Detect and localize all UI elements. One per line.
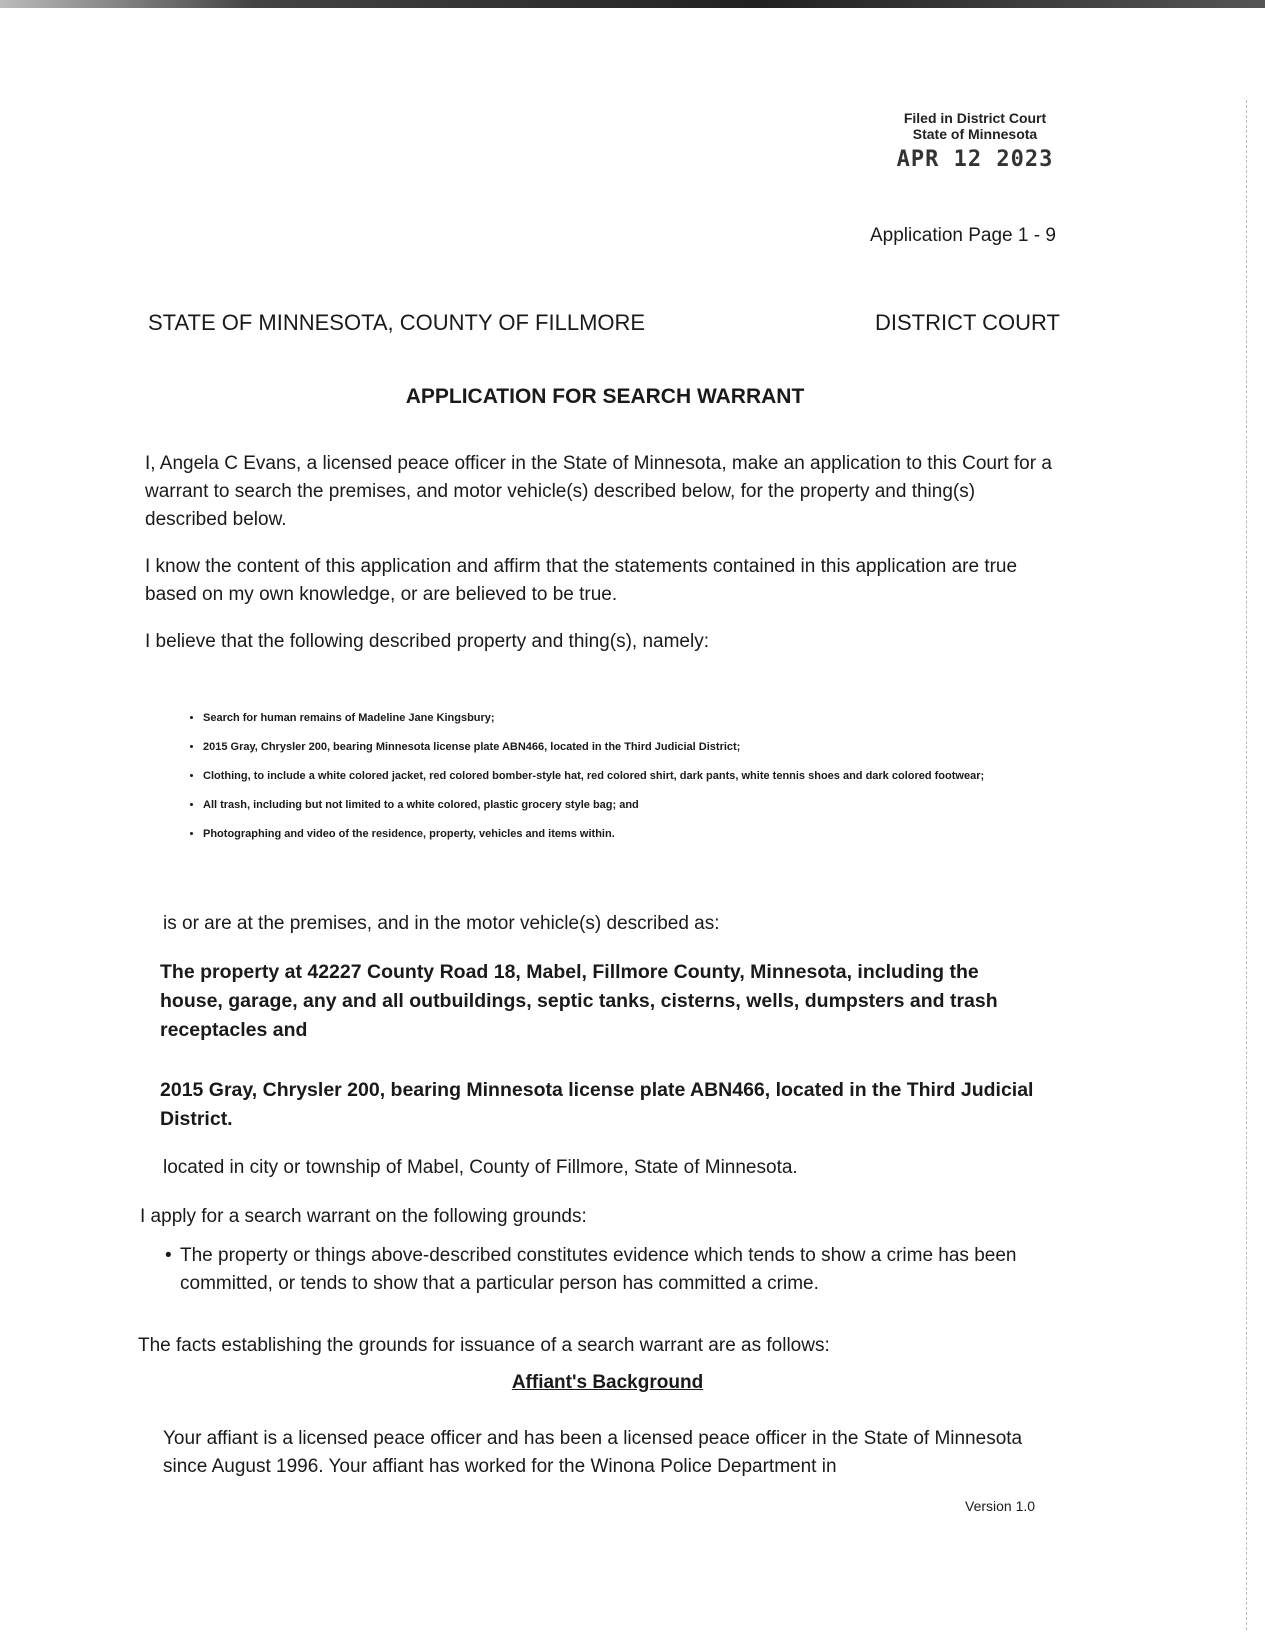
version-label: Version 1.0 (965, 1498, 1036, 1514)
filed-stamp (895, 110, 1055, 172)
scan-artifact-bar (0, 0, 1265, 8)
grounds-item (165, 1242, 1045, 1298)
list-item: • All trash, including but not limited to a white colored, plastic grocery style bag; and (203, 791, 1093, 820)
background-paragraph: Your affiant is a licensed peace officer and has been a licensed peace officer in the State of Minnesota since August 1996. Your affiant has worked for the Winona Police Department in (163, 1428, 1023, 1477)
property-intro: I believe that the following described property and thing(s), namely: (145, 631, 709, 652)
document-title: APPLICATION FOR SEARCH WARRANT (405, 385, 805, 408)
location-text: located in city or township of Mabel, County of Fillmore, State of Minnesota. (163, 1157, 798, 1178)
page-label: Application Page 1 - 9 (870, 225, 1056, 246)
court-header-right: DISTRICT COURT (875, 310, 1060, 335)
grounds-intro: I apply for a search warrant on the following grounds: (140, 1206, 587, 1227)
court-header-left: STATE OF MINNESOTA, COUNTY OF FILLMORE (148, 310, 646, 335)
list-item: • Clothing, to include a white colored jacket, red colored bomber-style hat, red colored shirt, dark pants, white tennis shoes and dark colored footwear; (203, 762, 1093, 791)
facts-intro: The facts establishing the grounds for issuance of a search warrant are as follows: (138, 1335, 830, 1356)
list-item: • Photographing and video of the residence, property, vehicles and items within. (203, 820, 1093, 849)
stamp-date: APR 12 2023 (896, 147, 1054, 172)
stamp-line1: Filed in District Court (903, 110, 1047, 126)
premises-intro: is or are at the premises, and in the motor vehicle(s) described as: (163, 913, 720, 934)
section-heading: Affiant's Background (511, 1372, 704, 1393)
list-item: • Search for human remains of Madeline Jane Kingsbury; (203, 704, 1093, 733)
affirm-paragraph: I know the content of this application and affirm that the statements contained in this application are true based on my own knowledge, or are believed to be true. (145, 556, 1018, 605)
list-item: • 2015 Gray, Chrysler 200, bearing Minnesota license plate ABN466, located in the Third Judicial District; (203, 733, 1093, 762)
premises-description: The property at 42227 County Road 18, Mabel, Fillmore County, Minnesota, including the house, garage, any and all outbuildings, septic tanks, cisterns, wells, dumpsters and trash receptacles and (160, 961, 998, 1041)
intro-paragraph: I, Angela C Evans, a licensed peace officer in the State of Minnesota, make an application to this Court for a warrant to search the premises, and motor vehicle(s) described below, for the property and thing(s) described below. (145, 453, 1052, 530)
property-list (165, 704, 1093, 849)
scan-edge (1246, 100, 1249, 1630)
bullet-icon: • (165, 1245, 172, 1266)
stamp-line2: State of Minnesota (912, 126, 1038, 142)
vehicle-description: 2015 Gray, Chrysler 200, bearing Minnesota license plate ABN466, located in the Third Judicial District. (160, 1079, 1034, 1130)
grounds-text: The property or things above-described constitutes evidence which tends to show a crime has been committed, or tends to show that a particular person has committed a crime. (180, 1245, 1017, 1294)
